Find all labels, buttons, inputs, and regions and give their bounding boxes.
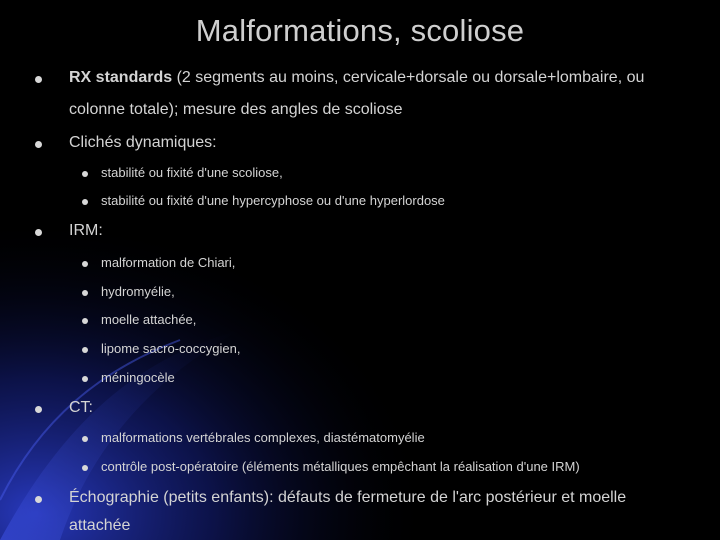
- irm-sub-item: malformation de Chiari,: [101, 255, 236, 270]
- rx-standards-text: (2 segments au moins, cervicale+dorsale ou dorsale+lombaire, ou: [172, 69, 645, 86]
- bullet-cliches: [35, 141, 42, 148]
- ct-sub-item: malformations vertébrales complexes, diastématomyélie: [101, 430, 425, 445]
- cliches-sub-item: stabilité ou fixité d'une hypercyphose ou d'une hyperlordose: [101, 193, 445, 208]
- sub-bullet: [82, 347, 88, 353]
- ct-sub-item: contrôle post-opératoire (éléments métalliques empêchant la réalisation d'une IRM): [101, 459, 580, 474]
- bullet-echo: [35, 496, 42, 503]
- bullet-irm: [35, 229, 42, 236]
- ct-label: CT:: [69, 399, 93, 416]
- cliches-label: Clichés dynamiques:: [69, 134, 217, 151]
- echo-label: Échographie (petits enfants): défauts de fermeture de l'arc postérieur et moelle: [69, 489, 627, 506]
- cliches-sub-item: stabilité ou fixité d'une scoliose,: [101, 165, 283, 180]
- sub-bullet: [82, 436, 88, 442]
- sub-bullet: [82, 290, 88, 296]
- echo-continuation: attachée: [69, 517, 131, 534]
- rx-standards-continuation: colonne totale); mesure des angles de scoliose: [69, 101, 403, 118]
- irm-sub-item: lipome sacro-coccygien,: [101, 341, 241, 356]
- irm-sub-item: moelle attachée,: [101, 312, 197, 327]
- sub-bullet: [82, 465, 88, 471]
- irm-sub-item: hydromyélie,: [101, 284, 175, 299]
- bullet-rx: [35, 76, 42, 83]
- sub-bullet: [82, 261, 88, 267]
- sub-bullet: [82, 199, 88, 205]
- rx-standards-bold: RX standards: [69, 69, 173, 86]
- bullet-ct: [35, 406, 42, 413]
- irm-label: IRM:: [69, 222, 103, 239]
- sub-bullet: [82, 318, 88, 324]
- slide-title: Malformations, scoliose: [195, 13, 525, 48]
- rx-standards-item: [69, 69, 644, 87]
- sub-bullet: [82, 171, 88, 177]
- irm-sub-item: méningocèle: [101, 370, 175, 385]
- sub-bullet: [82, 376, 88, 382]
